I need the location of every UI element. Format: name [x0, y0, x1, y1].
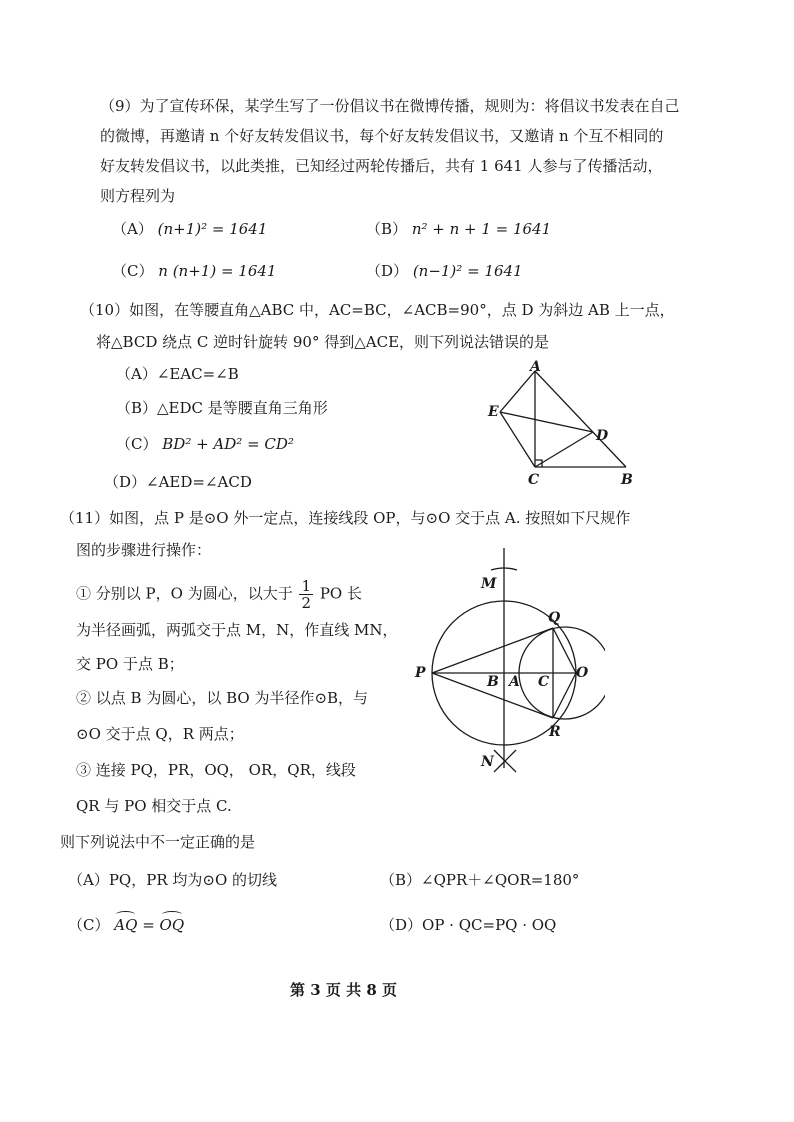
- q10-option-c-label: （C）: [116, 435, 158, 453]
- q11-option-b: （B）∠QPR＋∠QOR=180°: [380, 871, 580, 889]
- q9-option-b-equation: n² + n + 1 = 1641: [411, 220, 552, 238]
- q11-step1-line3: 交 PO 于点 B；: [76, 655, 184, 673]
- q9-option-a-label: （A）: [112, 220, 153, 238]
- q9-option-d-label: （D）: [366, 262, 409, 280]
- q11-label-m: M: [481, 576, 497, 592]
- q10-option-a: （A）∠EAC=∠B: [116, 365, 239, 383]
- q11-label-o: O: [576, 665, 589, 681]
- q11-label-b: B: [487, 674, 499, 690]
- q11-circle-figure: [405, 540, 605, 775]
- q9-text-line4: 则方程列为: [100, 187, 176, 205]
- q10-option-c-equation: BD² + AD² = CD²: [162, 435, 294, 453]
- q10-segment-ab: [535, 371, 626, 467]
- q11-option-c-arc-oq: OQ: [159, 916, 185, 934]
- q9-text-line1: （9）为了宣传环保，某学生写了一份倡议书在微博传播，规则为：将倡议书发表在自己: [100, 97, 680, 115]
- q9-option-c-equation: n (n+1) = 1641: [158, 262, 277, 280]
- q10-segment-dc: [535, 432, 593, 467]
- q11-step1-line1: [76, 578, 362, 611]
- q11-step3-line2: QR 与 PO 相交于点 C.: [76, 797, 232, 815]
- q9-option-b: [366, 219, 551, 239]
- q10-option-d: （D）∠AED=∠ACD: [104, 473, 252, 491]
- q11-option-a: （A）PQ，PR 均为⊙O 的切线: [68, 871, 278, 889]
- q11-option-c: [68, 915, 184, 935]
- q11-text-line1: （11）如图，点 P 是⊙O 外一定点，连接线段 OP，与⊙O 交于点 A. 按照如下尺规作: [60, 509, 631, 527]
- q11-text-line2: 图的步骤进行操作：: [76, 541, 212, 559]
- q10-segment-ea: [500, 371, 535, 412]
- q10-option-c: [116, 434, 294, 454]
- q9-text-line2: 的微博，再邀请 n 个好友转发倡议书，每个好友转发倡议书，又邀请 n 个互不相同的: [100, 127, 664, 145]
- q9-option-b-label: （B）: [366, 220, 408, 238]
- q9-option-a: [112, 219, 267, 239]
- q11-fraction-denominator: 2: [301, 594, 312, 612]
- q9-option-a-equation: (n+1)² = 1641: [157, 220, 268, 238]
- q11-fraction-half: [299, 578, 313, 611]
- q10-triangle-figure: [480, 360, 640, 492]
- q9-option-d-equation: (n−1)² = 1641: [412, 262, 523, 280]
- q10-segment-ed: [500, 412, 593, 432]
- q10-text-line2: 将△BCD 绕点 C 逆时针旋转 90° 得到△ACE，则下列说法错误的是: [96, 333, 550, 351]
- q9-option-c: [112, 261, 276, 281]
- q11-label-p: P: [415, 665, 426, 681]
- page-footer: 第 3 页 共 8 页: [290, 981, 397, 999]
- q9-option-d: [366, 261, 523, 281]
- q11-label-c: C: [538, 674, 550, 690]
- q10-label-b: B: [621, 472, 633, 488]
- q10-label-e: E: [488, 404, 499, 420]
- q11-step2-line1: ② 以点 B 为圆心，以 BO 为半径作⊙B，与: [76, 689, 369, 707]
- q11-label-q: Q: [548, 610, 561, 626]
- q10-option-b: （B）△EDC 是等腰直角三角形: [116, 399, 328, 417]
- q11-step3-line1: ③ 连接 PQ，PR，OQ， OR，QR，线段: [76, 761, 356, 779]
- q11-fraction-numerator: 1: [301, 577, 312, 595]
- q11-step1-text-b: PO 长: [319, 584, 362, 603]
- q11-option-d: （D）OP · QC=PQ · OQ: [380, 916, 557, 934]
- q11-label-a: A: [509, 674, 520, 690]
- q11-label-r: R: [549, 724, 561, 740]
- q11-step1-text-a: ① 分别以 P，O 为圆心，以大于: [76, 584, 293, 603]
- q10-label-d: D: [596, 428, 609, 444]
- q11-option-c-equals: =: [142, 916, 155, 934]
- q10-segment-ec: [500, 412, 535, 467]
- q10-text-line1: （10）如图，在等腰直角△ABC 中，AC=BC，∠ACB=90°，点 D 为斜边 AB 上一点，: [80, 301, 675, 319]
- q9-text-line3: 好友转发倡议书，以此类推，已知经过两轮传播后，共有 1 641 人参与了传播活动，: [100, 157, 663, 175]
- q11-option-c-label: （C）: [68, 916, 110, 934]
- q10-label-c: C: [528, 472, 540, 488]
- q11-label-n: N: [481, 754, 494, 770]
- q11-step2-line2: ⊙O 交于点 Q，R 两点；: [76, 725, 244, 743]
- q11-question: 则下列说法中不一定正确的是: [60, 833, 256, 851]
- q11-option-c-arc-aq: AQ: [114, 916, 138, 934]
- q11-segment-pq: [432, 628, 553, 673]
- q11-arc-mark-n: [494, 750, 516, 772]
- q10-label-a: A: [530, 360, 541, 375]
- q9-option-c-label: （C）: [112, 262, 154, 280]
- q11-step1-line2: 为半径画弧，两弧交于点 M，N，作直线 MN，: [76, 621, 398, 639]
